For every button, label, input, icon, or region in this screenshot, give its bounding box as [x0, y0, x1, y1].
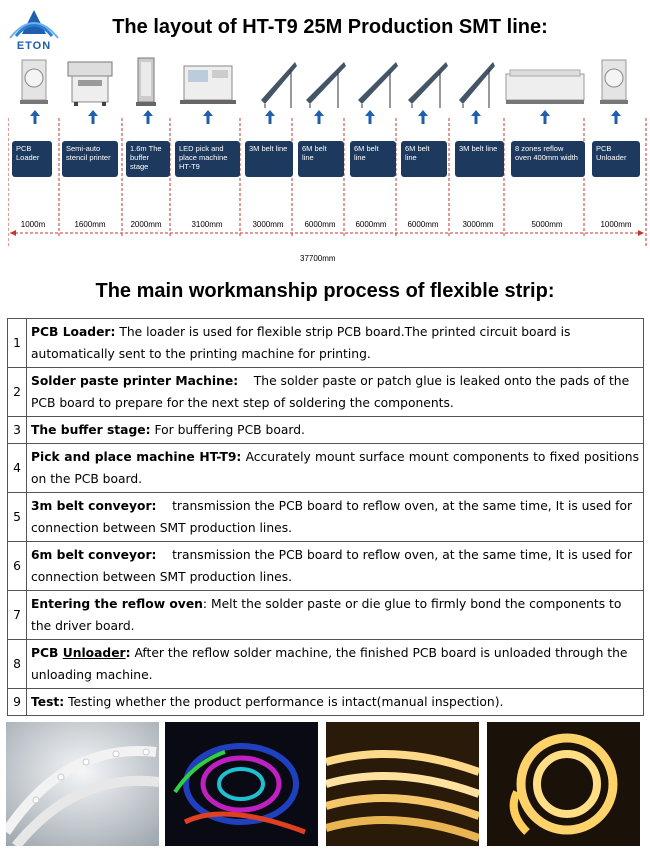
machine-label-6m-belt-1: 6M belt line: [298, 141, 344, 177]
machine-label-6m-belt-2: 6M belt line: [350, 141, 396, 177]
total-length: 37700mm: [300, 254, 336, 263]
step-description: [27, 542, 644, 591]
table-row: [8, 444, 644, 493]
table-row: [8, 542, 644, 591]
table-row: [8, 591, 644, 640]
belt-6m-image-1: [302, 56, 348, 108]
page-title: The layout of HT-T9 25M Production SMT line:: [112, 16, 548, 38]
length-label: 5000mm: [531, 220, 563, 229]
step-number: 3: [8, 417, 27, 444]
step-text: transmission the PCB board to reflow oven, at the same time, It is used for connection between SMT production lines.: [31, 499, 636, 535]
pick-and-place-image: [178, 56, 238, 108]
step-number: 4: [8, 444, 27, 493]
step-text: Testing whether the product performance is intact(manual inspection).: [64, 695, 504, 709]
length-label: 6000mm: [304, 220, 336, 229]
step-description: [27, 368, 644, 417]
machine-label-3m-belt-2: 3M belt line: [455, 141, 504, 177]
unloader-machine-image: [598, 56, 632, 108]
step-name: Test:: [31, 695, 65, 709]
machine-label-pcb-loader: PCB Loader: [12, 141, 52, 177]
step-name: PCB Loader:: [31, 325, 116, 339]
table-row: [8, 319, 644, 368]
table-row: [8, 493, 644, 542]
step-name: 3m belt conveyor:: [31, 499, 157, 513]
length-label: 3000mm: [252, 220, 284, 229]
step-name-prefix: PCB: [31, 646, 63, 660]
step-name: 6m belt conveyor:: [31, 548, 157, 562]
length-label: 1000m: [20, 220, 46, 229]
length-label: 3000mm: [462, 220, 494, 229]
step-text: Accurately mount surface mount components to fixed positions on the PCB board.: [31, 450, 639, 486]
machine-label-stencil-printer: Semi-auto stencil printer: [62, 141, 118, 177]
led-strip-rgb-photo: [165, 722, 318, 846]
process-table: [7, 318, 644, 716]
step-description: [27, 319, 644, 368]
machine-label-reflow-oven: 8 zones reflow oven 400mm width: [511, 141, 585, 177]
table-row: [8, 368, 644, 417]
step-description: [27, 640, 644, 689]
step-text: For buffering PCB board.: [150, 423, 305, 437]
step-number: 7: [8, 591, 27, 640]
buffer-stage-image: [132, 56, 160, 108]
led-strip-warm-photo: [326, 722, 479, 846]
belt-3m-image: [257, 56, 299, 108]
led-strip-white-photo: [6, 722, 159, 846]
machine-label-pcb-unloader: PCB Unloader: [592, 141, 640, 177]
length-label: 6000mm: [355, 220, 387, 229]
step-text: After the reflow solder machine, the finished PCB board is unloaded through the unloading machine.: [31, 646, 628, 682]
stencil-printer-image: [64, 56, 116, 108]
length-label: 1000mm: [600, 220, 632, 229]
length-label: 2000mm: [130, 220, 162, 229]
belt-6m-image-3: [404, 56, 450, 108]
eton-logo: [6, 6, 62, 54]
step-text: : Melt the solder paste or die glue to firmly bond the components to the driver board.: [31, 597, 622, 633]
step-text: The loader is used for flexible strip PCB board.The printed circuit board is automatically sent to the printing machine for printing.: [31, 325, 571, 361]
step-text: The solder paste or patch glue is leaked onto the pads of the PCB board to prepare for the next step of soldering the components.: [31, 374, 634, 410]
step-name: Entering the reflow oven: [31, 597, 203, 611]
machine-label-3m-belt: 3M belt line: [245, 141, 293, 177]
step-name-suffix: :: [125, 646, 131, 660]
step-number: 5: [8, 493, 27, 542]
step-number: 8: [8, 640, 27, 689]
step-number: 1: [8, 319, 27, 368]
step-number: 2: [8, 368, 27, 417]
machine-label-pick-and-place: LED pick and place machine HT-T9: [175, 141, 240, 177]
step-name-underlined: Unloader: [62, 646, 126, 660]
length-label: 3100mm: [191, 220, 223, 229]
step-description: [27, 417, 644, 444]
length-label: 6000mm: [407, 220, 439, 229]
step-name: Pick and place machine HT-T9:: [31, 450, 242, 464]
step-description: [27, 493, 644, 542]
machine-label-6m-belt-3: 6M belt line: [401, 141, 447, 177]
step-text: transmission the PCB board to reflow oven, at the same time, It is used for connection between SMT production lines.: [31, 548, 636, 584]
table-row: [8, 640, 644, 689]
step-description: [27, 689, 644, 716]
table-row: [8, 689, 644, 716]
loader-machine-image: [18, 56, 52, 108]
belt-3m-image-2: [455, 56, 497, 108]
table-row: [8, 417, 644, 444]
step-name: Solder paste printer Machine:: [31, 374, 239, 388]
step-number: 9: [8, 689, 27, 716]
step-name: The buffer stage:: [31, 423, 151, 437]
section-title: The main workmanship process of flexible strip:: [95, 280, 555, 302]
step-description: [27, 444, 644, 493]
step-number: 6: [8, 542, 27, 591]
machine-label-buffer-stage: 1.6m The buffer stage: [126, 141, 170, 177]
length-label: 1600mm: [74, 220, 106, 229]
brand-name: ETON: [16, 40, 52, 52]
step-description: [27, 591, 644, 640]
eton-logo-icon: [6, 6, 62, 42]
belt-6m-image-2: [354, 56, 400, 108]
led-strip-reel-photo: [487, 722, 640, 846]
reflow-oven-image: [504, 56, 586, 108]
